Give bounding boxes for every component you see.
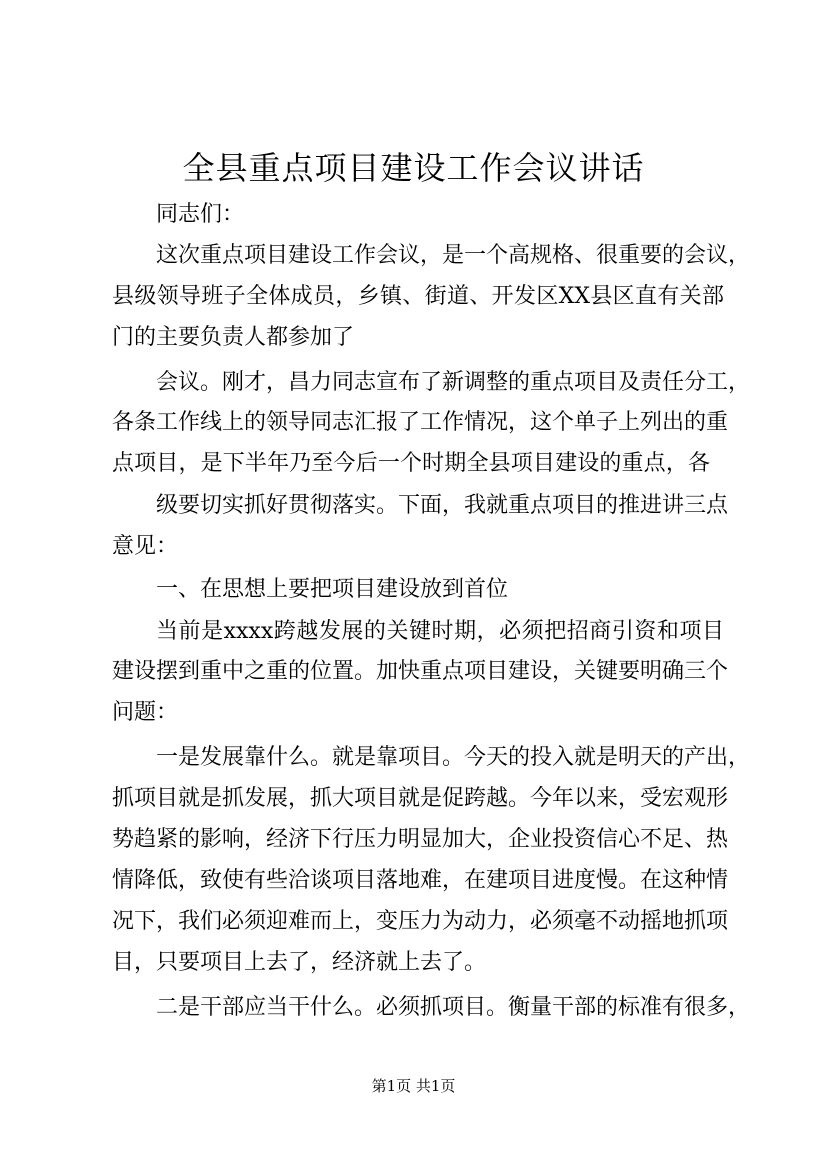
document-title: 全县重点项目建设工作会议讲话 xyxy=(182,149,645,187)
body-line: 门的主要负责人都参加了 xyxy=(112,325,355,350)
body-line: 情降低，致使有些洽谈项目落地难，在建项目进度慢。在这种情 xyxy=(112,868,729,893)
body-line: 县级领导班子全体成员，乡镇、街道、开发区XX县区直有关部 xyxy=(112,284,724,309)
section-heading: 一、在思想上要把项目建设放到首位 xyxy=(156,577,509,602)
body-line: 问题： xyxy=(112,700,179,725)
body-line: 建设摆到重中之重的位置。加快重点项目建设，关键要明确三个 xyxy=(112,659,729,684)
body-line: 这次重点项目建设工作会议，是一个高规格、很重要的会议， xyxy=(156,243,751,268)
body-line: 级要切实抓好贯彻落实。下面，我就重点项目的推进讲三点 xyxy=(156,493,729,518)
body-line: 意见： xyxy=(112,534,179,559)
body-line: 二是干部应当干什么。必须抓项目。衡量干部的标准有很多， xyxy=(156,995,751,1020)
body-line: 点项目，是下半年乃至今后一个时期全县项目建设的重点，各 xyxy=(112,451,710,476)
body-line: 当前是xxxx跨越发展的关键时期，必须把招商引资和项目 xyxy=(156,619,724,644)
body-line: 抓项目就是抓发展，抓大项目就是促跨越。今年以来，受宏观形 xyxy=(112,786,729,811)
page-footer: 第1页 共1页 xyxy=(371,1077,456,1095)
body-line: 况下，我们必须迎难而上，变压力为动力，必须毫不动摇地抓项 xyxy=(112,909,729,934)
body-line: 势趋紧的影响，经济下行压力明显加大，企业投资信心不足、热 xyxy=(112,827,729,852)
body-line: 各条工作线上的领导同志汇报了工作情况，这个单子上列出的重 xyxy=(112,410,729,435)
body-line: 目，只要项目上去了，经济就上去了。 xyxy=(112,950,487,975)
body-line: 一是发展靠什么。就是靠项目。今天的投入就是明天的产出， xyxy=(156,745,751,770)
salutation-line: 同志们： xyxy=(156,202,245,227)
body-line: 会议。刚才，昌力同志宣布了新调整的重点项目及责任分工， xyxy=(156,370,751,395)
